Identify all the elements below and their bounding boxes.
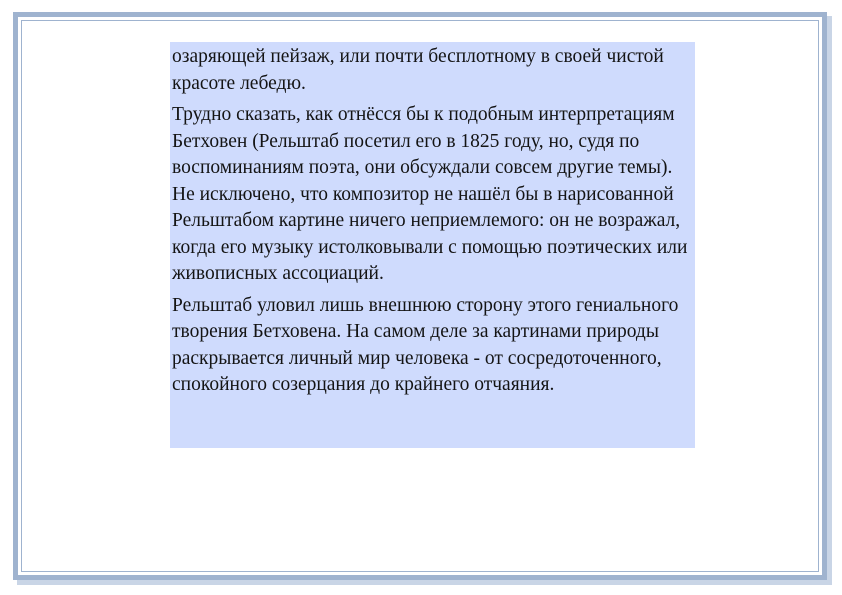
frame-shadow-right bbox=[827, 16, 832, 584]
paragraph-2: Трудно сказать, как отнёсся бы к подобным интерпретациям Бетховен (Рельштаб посетил его в 1825 году, но, судя по воспоминаниям поэта, они обсуждали совсем другие темы). Не исключено, что композитор не нашёл бы в нарисованной Рельштабом картине ничего неприемлемого: он не возражал, когда его музыку истолковывали с помощью поэтических или живописных ассоциаций. bbox=[172, 104, 688, 284]
text-box[interactable] bbox=[170, 42, 695, 448]
paragraph-1: озаряющей пейзаж, или почти бесплотному в своей чистой красоте лебедю. bbox=[172, 46, 664, 94]
paragraph-3: Рельштаб уловил лишь внешнюю сторону этого гениального творения Бетховена. На самом деле за картинами природы раскрывается личный мир человека - от сосредоточенного, спокойного созерцания до крайнего отчаяния. bbox=[172, 294, 679, 395]
frame-shadow-bottom bbox=[17, 580, 832, 585]
